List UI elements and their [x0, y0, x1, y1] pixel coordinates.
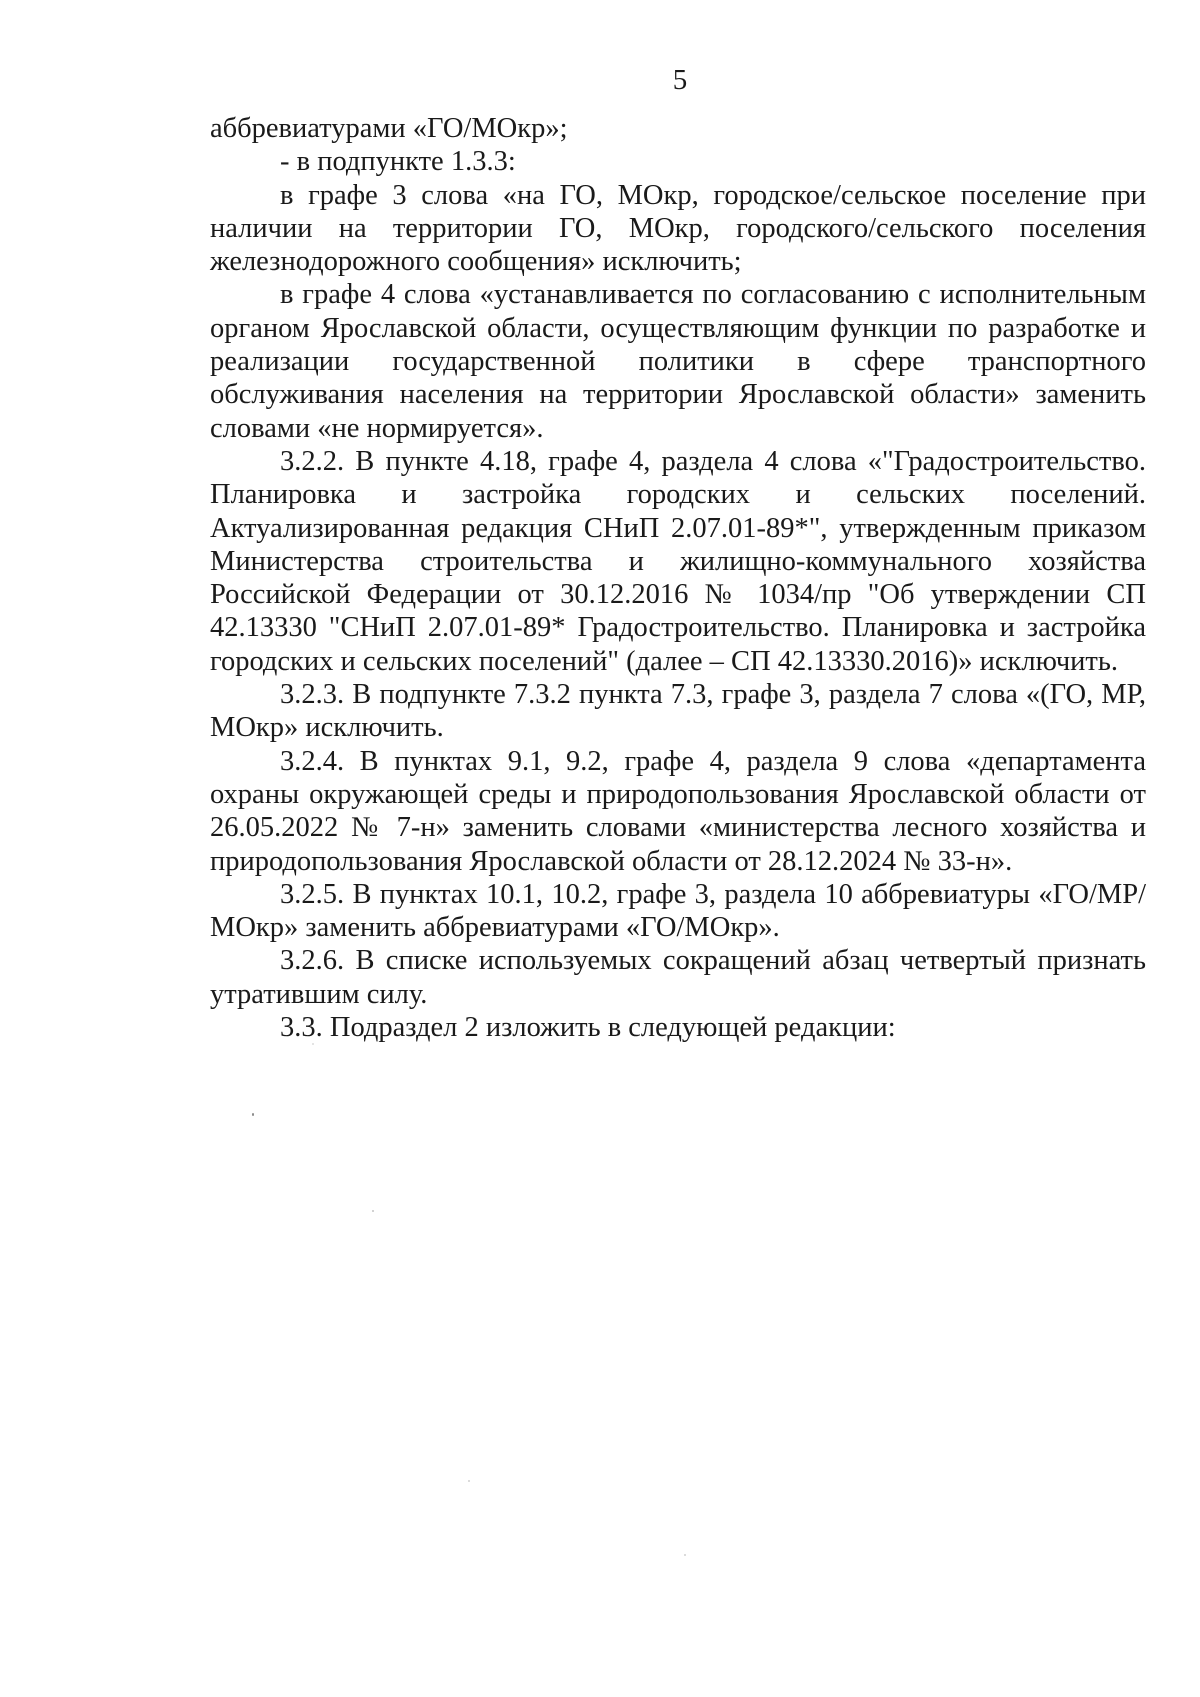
page-number: 5: [672, 64, 688, 96]
scan-speck: [312, 1043, 314, 1045]
paragraph-3-3: 3.3. Подраздел 2 изложить в следующей редакции:: [280, 1012, 896, 1044]
paragraph-3-2-3: 3.2.3. В подпункте 7.3.2 пункта 7.3, графе 3, раздела 7 слова «(ГО, МР, МОкр» исключить.: [210, 679, 1146, 744]
paragraph-3-2-5: 3.2.5. В пунктах 10.1, 10.2, графе 3, раздела 10 аббревиатуры «ГО/МР/МОкр» заменить аббревиатурами «ГО/МОкр».: [210, 878, 1146, 944]
document-body: [210, 112, 1146, 1044]
paragraph-3-2-6: 3.2.6. В списке используемых сокращений абзац четвертый признать утратившим силу.: [210, 945, 1146, 1010]
scan-speck: [468, 1480, 470, 1482]
paragraph-continuation: аббревиатурами «ГО/МОкр»;: [210, 113, 568, 144]
scan-speck: [684, 1554, 686, 1556]
paragraph-column-3: в графе 3 слова «на ГО, МОкр, городское/сельское поселение при наличии на территории ГО, МОкр, городского/сельского поселения железнодорожного сообщения» исключить;: [210, 179, 1146, 278]
paragraph-3-2-4: 3.2.4. В пунктах 9.1, 9.2, графе 4, раздела 9 слова «департамента охраны окружающей среды и природопользования Ярославской области от 26.05.2022 № 7-н» заменить словами «министерства лесного хозяйства и природопользования Ярославской области от 28.12.2024 № 33-н».: [210, 745, 1146, 877]
scan-speck: [372, 1210, 374, 1212]
paragraph-3-2-2: 3.2.2. В пункте 4.18, графе 4, раздела 4 слова «"Градостроительство. Планировка и застройка городских и сельских поселений. Актуализированная редакция СНиП 2.07.01-89*", утвержденным приказом Министерства строительства и жилищно-коммунального хозяйства Российской Федерации от 30.12.2016 № 1034/пр "Об утверждении СП 42.13330 "СНиП 2.07.01-89* Градостроительство. Планировка и застройка городских и сельских поселений" (далее – СП 42.13330.2016)» исключить.: [210, 445, 1146, 677]
scan-speck: [252, 1113, 254, 1116]
paragraph-subitem-1-3-3: - в подпункте 1.3.3:: [280, 146, 516, 178]
paragraph-column-4: в графе 4 слова «устанавливается по согласованию с исполнительным органом Ярославской области, осуществляющим функции по разработке и реализации государственной политики в сфере транспортного обслуживания населения на территории Ярославской области» заменить словами «не нормируется».: [210, 279, 1146, 444]
